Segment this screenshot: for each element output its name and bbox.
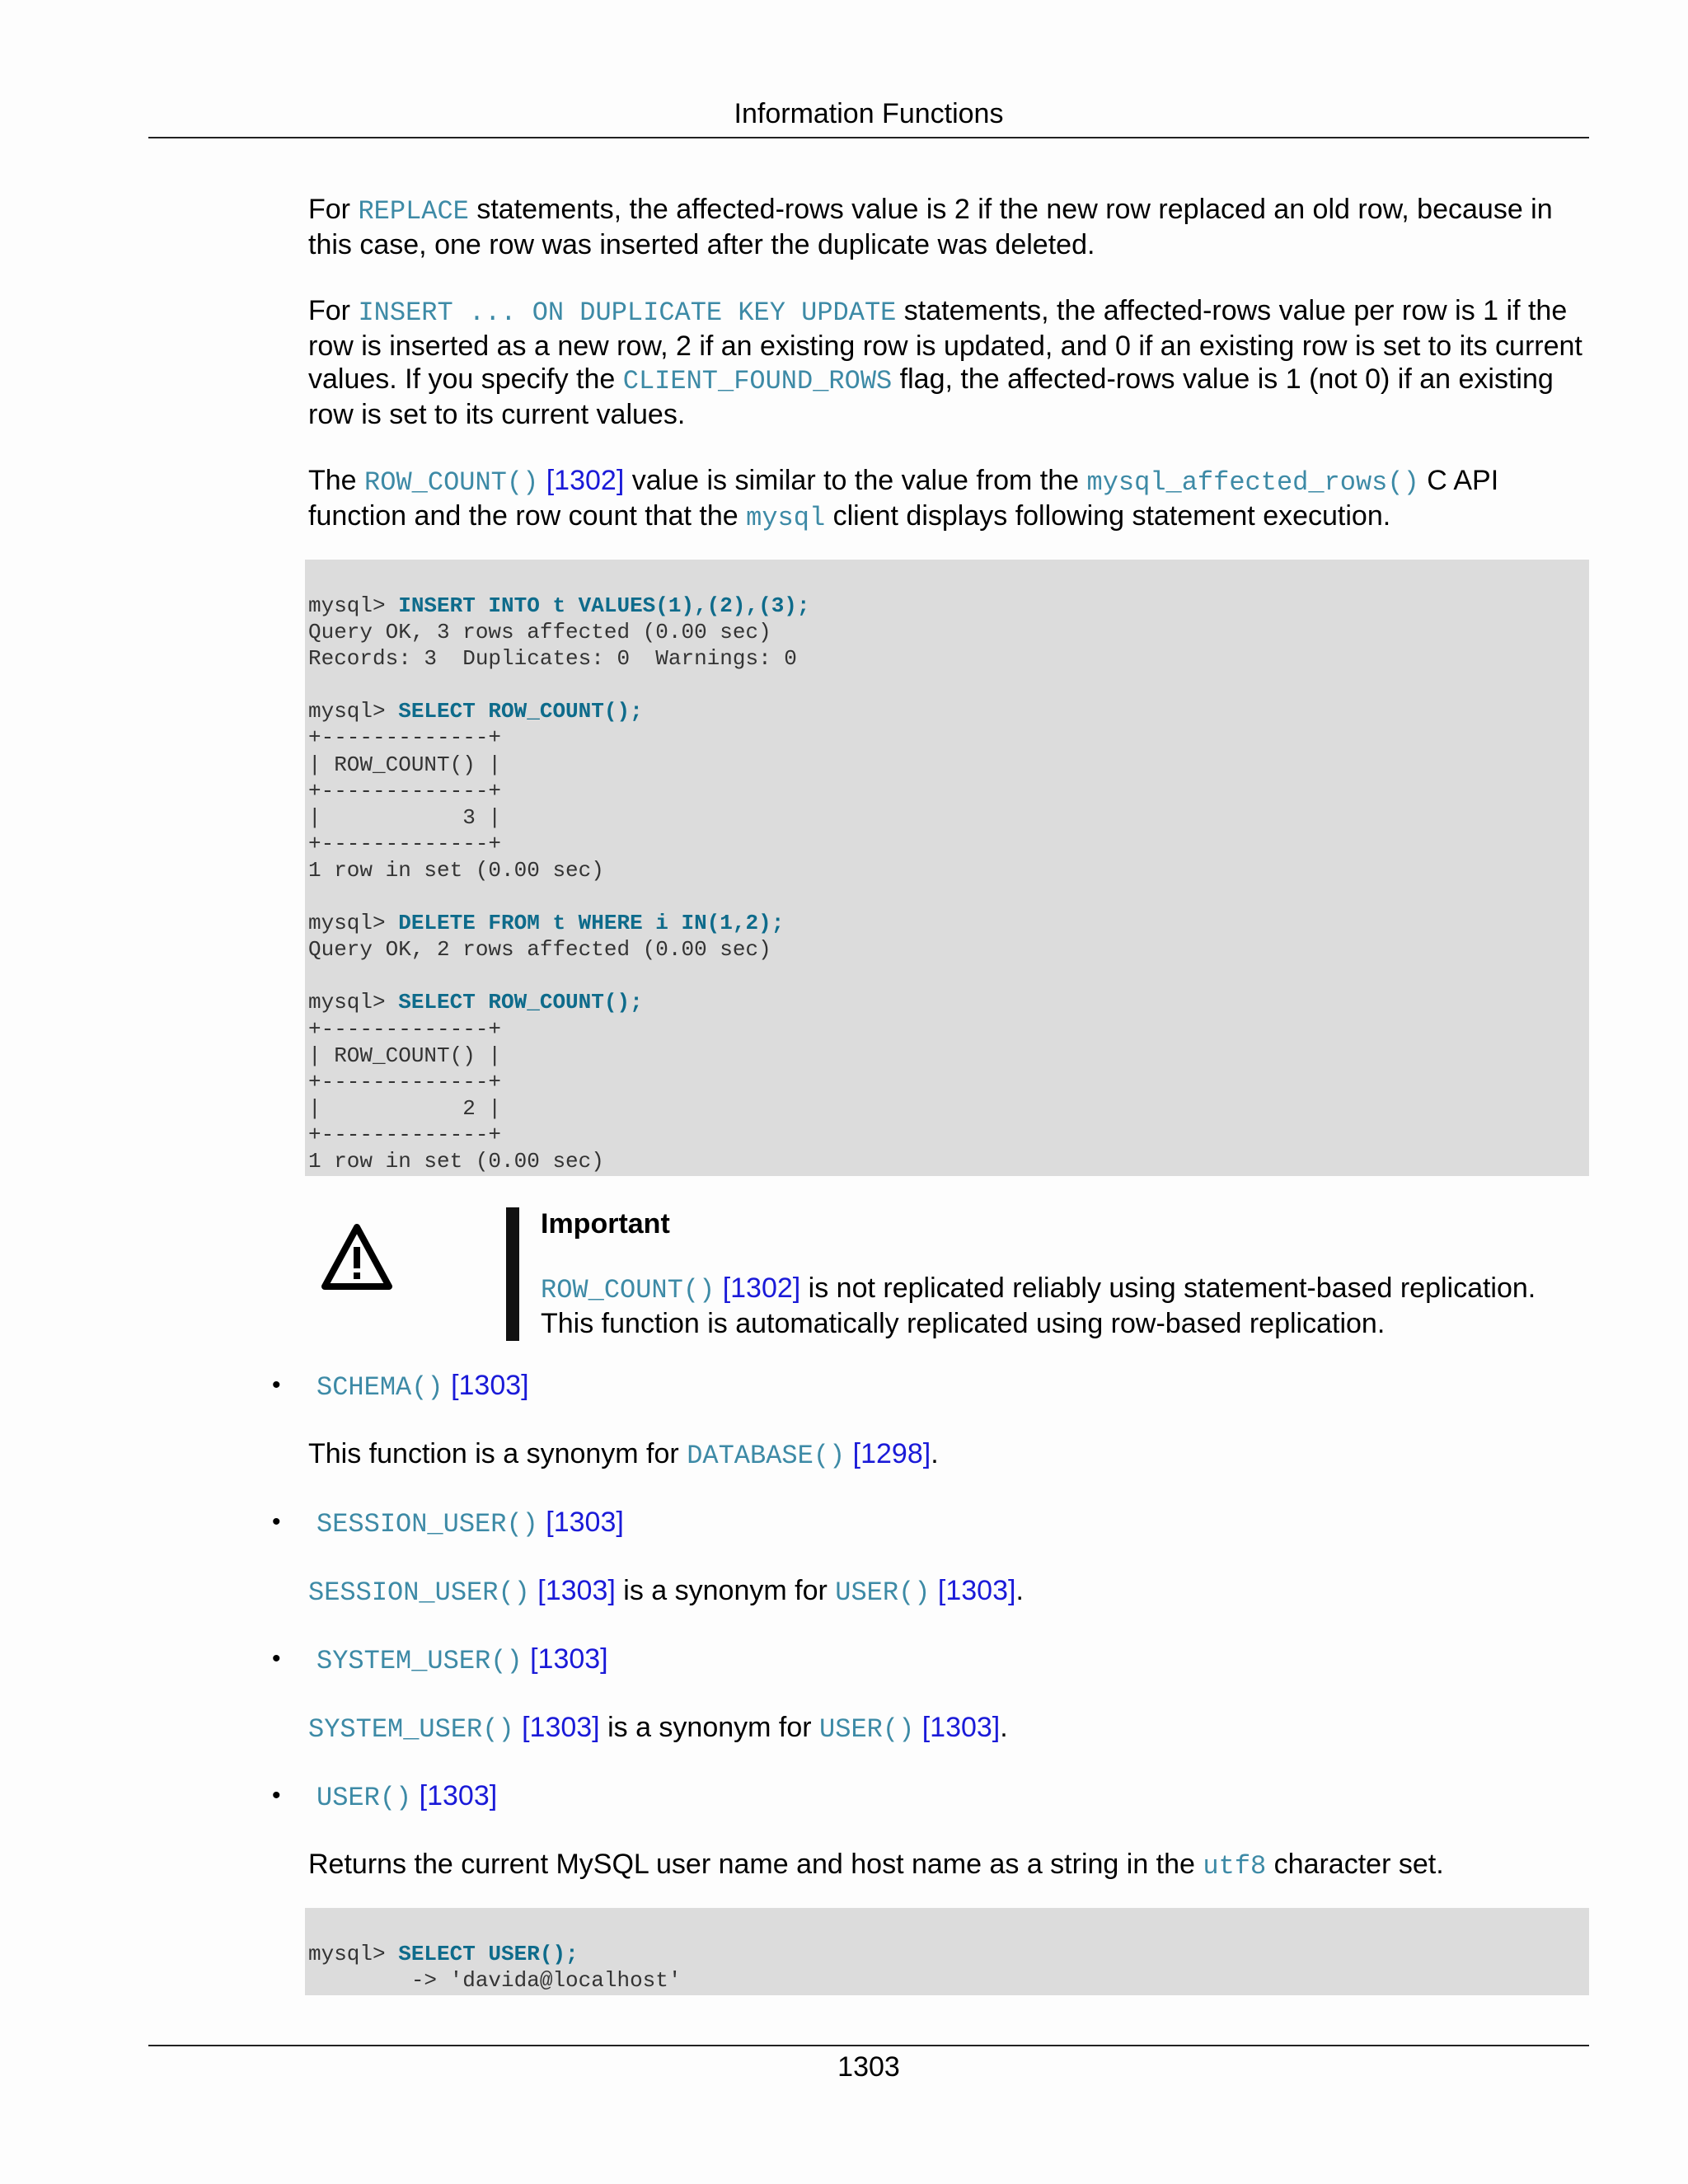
mysql-affected-rows-code: mysql_affected_rows() <box>1086 467 1419 498</box>
user-ref-link-2[interactable]: [1303] <box>921 1712 1001 1744</box>
row-count-example-code-block: mysql> INSERT INTO t VALUES(1),(2),(3); Query OK, 3 rows affected (0.00 sec) Records: 3 Duplicates: 0 Warnings: 0 mysql> SELECT ROW_COUNT(); +-------------+ | ROW_COUNT() | +-------------+ | 3 | +-------------+ 1 row in set (0.00 sec) mysql> DELETE FROM t WHERE i IN(1,2); Query OK, 2 rows affected (0.00 sec) mysql> SELECT ROW_COUNT(); +-------------+ | ROW_COUNT() | +-------------+ | 2 | +-------------+ 1 row in set (0.00 sec) <box>305 560 1589 1176</box>
system-user-desc-ref-link[interactable]: [1303] <box>522 1712 600 1744</box>
user-example-code-block: mysql> SELECT USER(); -> 'davida@localhost' <box>305 1908 1589 1995</box>
database-ref-link[interactable]: [1298] <box>852 1438 931 1470</box>
session-user-ref-link[interactable]: [1303] <box>546 1507 624 1539</box>
user-ref-link[interactable]: [1303] <box>419 1780 498 1812</box>
system-user-bullet: • SYSTEM_USER() [1303] <box>272 1643 608 1677</box>
page-number: 1303 <box>837 2051 900 2083</box>
admonition-text: ROW_COUNT() [1302] is not replicated reliably using statement-based replication. This function is automatically replicated using row-based replication. <box>541 1272 1536 1340</box>
footer-rule <box>148 2045 1589 2046</box>
client-found-rows-code: CLIENT_FOUND_ROWS <box>622 366 893 396</box>
row-count-paragraph: The ROW_COUNT() [1302] value is similar to the value from the mysql_affected_rows() C API function and the row count that the mysql client displays following statement execution. <box>308 465 1499 533</box>
insert-duplicate-paragraph: For INSERT ... ON DUPLICATE KEY UPDATE statements, the affected-rows value per row is 1 if the row is inserted as a new row, 2 if an existing row is updated, and 0 if an existing row is set to its current values. If you specify the CLIENT_FOUND_ROWS flag, the affected-rows value is 1 (not 0) if an existing row is set to its current values. <box>308 295 1582 430</box>
row-count-code: ROW_COUNT() <box>364 467 539 498</box>
schema-description: This function is a synonym for DATABASE() [1298]. <box>308 1438 939 1472</box>
replace-paragraph: For REPLACE statements, the affected-rows value is 2 if the new row replaced an old row, because in this case, one row was inserted after the duplicate was deleted. <box>308 194 1553 260</box>
important-admonition <box>308 1207 1584 1341</box>
header-rule <box>148 137 1589 138</box>
warning-icon <box>320 1222 394 1293</box>
user-ref-link-1[interactable]: [1303] <box>937 1575 1016 1607</box>
system-user-description: SYSTEM_USER() [1303] is a synonym for USER() [1303]. <box>308 1712 1008 1746</box>
mysql-client-code: mysql <box>746 503 826 533</box>
schema-bullet: • SCHEMA() [1303] <box>272 1370 529 1404</box>
insert-duplicate-code: INSERT ... ON DUPLICATE KEY UPDATE <box>358 298 897 328</box>
page-content <box>272 193 1584 1995</box>
replace-code: REPLACE <box>358 196 469 227</box>
system-user-ref-link[interactable]: [1303] <box>530 1643 608 1675</box>
running-header: Information Functions <box>734 98 1004 129</box>
admonition-bar <box>506 1207 519 1341</box>
admonition-ref-link[interactable]: [1302] <box>722 1272 801 1305</box>
session-user-bullet: • SESSION_USER() [1303] <box>272 1507 624 1540</box>
session-user-desc-ref-link[interactable]: [1303] <box>537 1575 616 1607</box>
row-count-ref-link[interactable]: [1302] <box>546 465 625 496</box>
session-user-description: SESSION_USER() [1303] is a synonym for USER() [1303]. <box>308 1575 1024 1609</box>
user-description: Returns the current MySQL user name and host name as a string in the utf8 character set. <box>308 1849 1444 1882</box>
schema-ref-link[interactable]: [1303] <box>451 1370 529 1402</box>
admonition-title: Important <box>541 1208 670 1240</box>
user-bullet: • USER() [1303] <box>272 1780 498 1814</box>
